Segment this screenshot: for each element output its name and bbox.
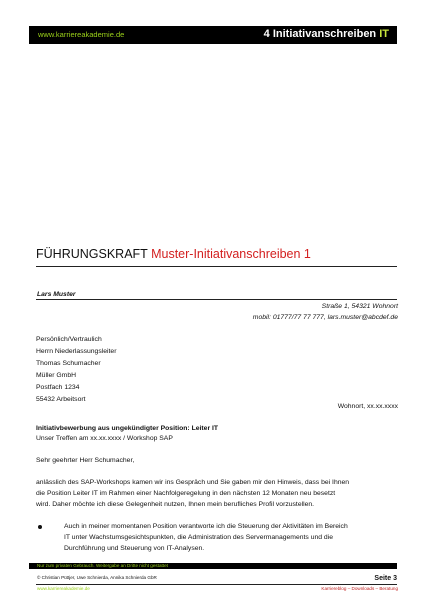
body-line: wird. Daher möchte ich diese Gelegenheit nutzen, Ihnen mein berufliches Profil vorzustellen.	[36, 501, 315, 508]
sender-rule	[36, 299, 397, 300]
recipient-line: Thomas Schumacher	[36, 360, 101, 367]
header-title-main: 4 Initiativanschreiben	[263, 28, 377, 40]
title-rule	[36, 266, 397, 267]
title-prefix: FÜHRUNGSKRAFT	[36, 247, 148, 261]
footer-site-link[interactable]: www.karriereakademie.de	[37, 586, 90, 591]
page-title	[36, 247, 311, 261]
header-site-link[interactable]: www.karriereakademie.de	[38, 30, 125, 39]
footer-notice: Nur zum privaten Gebrauch. Weitergabe an Dritte nicht gestattet	[37, 563, 168, 568]
recipient-line: Postfach 1234	[36, 384, 80, 391]
footer-rule	[36, 584, 397, 585]
body-line: die Position Leiter IT im Rahmen einer Nachfolgeregelung in den nächsten 12 Monaten neu besetzt	[36, 490, 336, 497]
sender-street: Straße 1, 54321 Wohnort	[321, 303, 398, 310]
header-title	[264, 28, 389, 40]
footer-copyright: © Christian Püttjer, Uwe Schnierda, Annika Schnierda GbR	[37, 575, 157, 580]
recipient-line: Persönlich/Vertraulich	[36, 336, 102, 343]
header-bar	[29, 26, 397, 44]
bullet-icon	[38, 525, 42, 529]
bullet-line: Durchführung und Steuerung von IT-Analysen.	[64, 545, 205, 552]
page-number: Seite 3	[374, 575, 397, 582]
recipient-line: Herrn Niederlassungsleiter	[36, 348, 117, 355]
salutation: Sehr geehrter Herr Schumacher,	[36, 457, 135, 464]
subject-subline: Unser Treffen am xx.xx.xxxx / Workshop SAP	[36, 435, 173, 442]
title-red: Muster-Initiativanschreiben 1	[151, 247, 311, 261]
bullet-line: Auch in meiner momentanen Position verantworte ich die Steuerung der Aktivitäten im Bereich	[64, 523, 348, 530]
bullet-line: IT unter Wachstumsgesichtspunkten, die Administration des Servermanagements und die	[64, 534, 333, 541]
date-line: Wohnort, xx.xx.xxxx	[337, 403, 398, 410]
sender-contact: mobil: 01777/77 77 777, lars.muster@abcdef.de	[252, 314, 398, 321]
footer-top-bar	[29, 563, 397, 569]
subject-line: Initiativbewerbung aus ungekündigter Position: Leiter IT	[36, 425, 219, 432]
sender-name: Lars Muster	[37, 291, 76, 298]
header-title-accent: IT	[379, 28, 389, 40]
footer-nav-links[interactable]: Karriereblog – Downloads – Beratung	[321, 586, 398, 591]
recipient-line: 55432 Arbeitsort	[36, 396, 86, 403]
body-line: anlässlich des SAP-Workshops kamen wir ins Gespräch und Sie gaben mir den Hinweis, dass bei Ihnen	[36, 479, 350, 486]
recipient-line: Müller GmbH	[36, 372, 77, 379]
